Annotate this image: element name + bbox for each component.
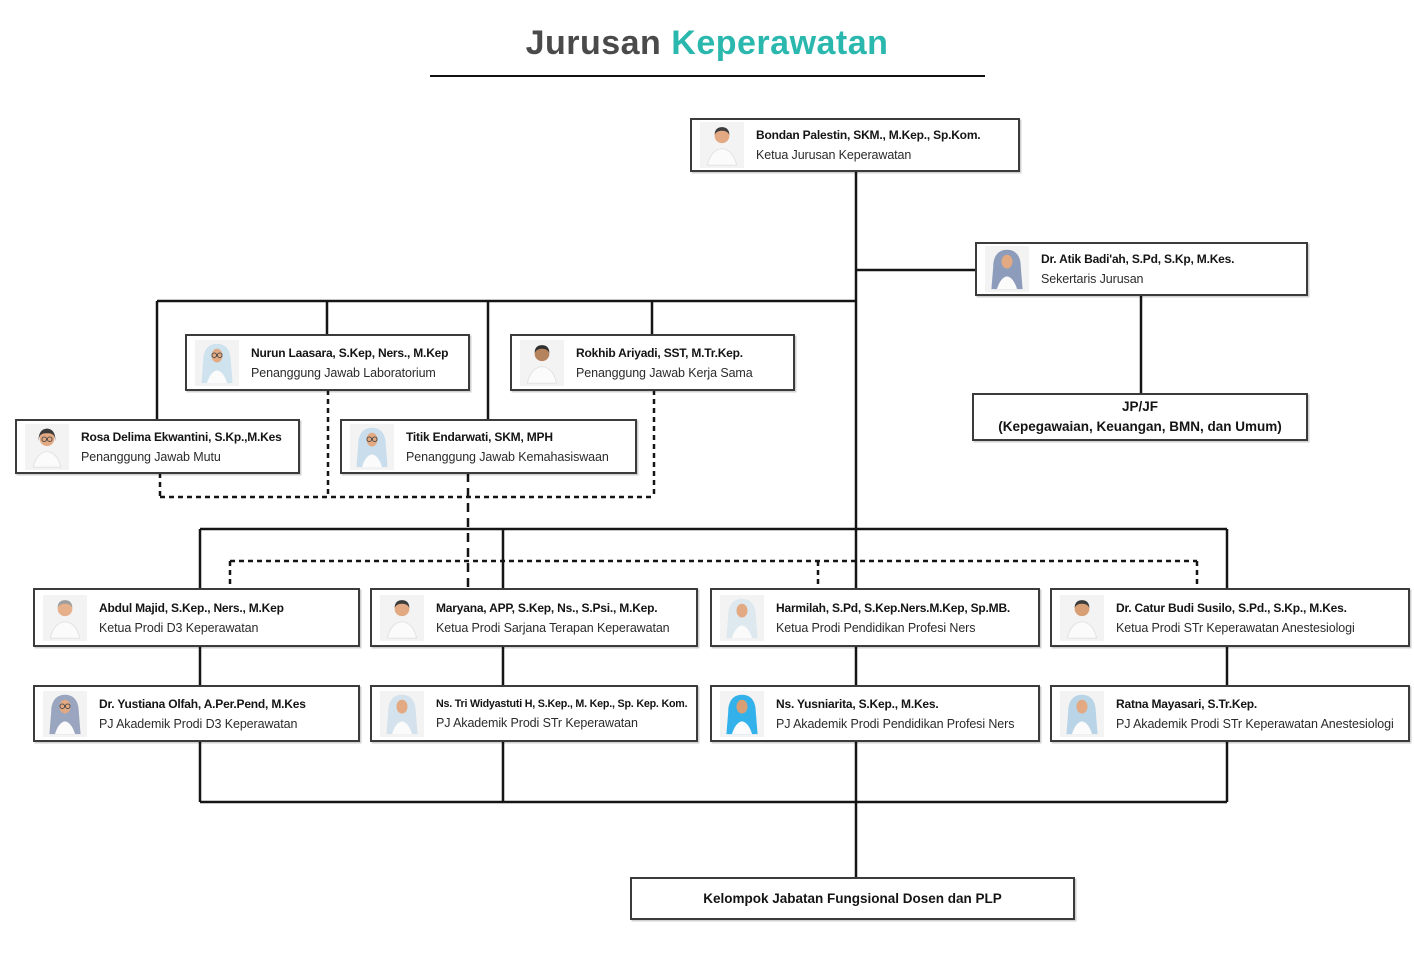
card-pj-laboratorium	[185, 334, 470, 391]
card-pj-akademik-d3	[33, 685, 360, 742]
card-pj-akademik-ners	[710, 685, 1040, 742]
card-kaprodi-sarjana	[370, 588, 698, 647]
person-role: Penanggung Jawab Kerja Sama	[576, 365, 753, 380]
card-pj-akademik-str	[370, 685, 698, 742]
person-photo	[195, 340, 239, 386]
person-role: Ketua Prodi STr Keperawatan Anestesiologi	[1116, 620, 1355, 635]
card-kaprodi-d3	[33, 588, 360, 647]
person-role: Ketua Jurusan Keperawatan	[756, 148, 912, 162]
person-name: Harmilah, S.Pd, S.Kep.Ners.M.Kep, Sp.MB.	[776, 600, 1011, 615]
box-kelompok-fungsional	[630, 877, 1075, 920]
card-sekretaris-jurusan	[975, 242, 1308, 296]
person-role: Ketua Prodi Sarjana Terapan Keperawatan	[436, 620, 670, 635]
person-name: Dr. Catur Budi Susilo, S.Pd., S.Kp., M.Kes.	[1116, 600, 1347, 615]
title-word-keperawatan: Keperawatan	[671, 24, 889, 62]
person-name: Bondan Palestin, SKM., M.Kep., Sp.Kom.	[756, 128, 981, 142]
jpjf-line2: (Kepegawaian, Keuangan, BMN, dan Umum)	[998, 419, 1282, 434]
person-name: Ratna Mayasari, S.Tr.Kep.	[1116, 696, 1258, 711]
person-role: Penanggung Jawab Kemahasiswaan	[406, 449, 609, 464]
person-role: Sekertaris Jurusan	[1041, 272, 1144, 286]
title-word-jurusan: Jurusan	[525, 24, 662, 62]
person-name: Maryana, APP, S.Kep, Ns., S.Psi., M.Kep.	[436, 600, 658, 615]
person-name: Dr. Yustiana Olfah, A.Per.Pend, M.Kes	[99, 696, 306, 711]
person-photo	[720, 691, 764, 737]
person-photo	[25, 424, 69, 470]
card-pj-kemahasiswaan	[340, 419, 637, 474]
person-name: Titik Endarwati, SKM, MPH	[406, 429, 553, 444]
person-name: Rokhib Ariyadi, SST, M.Tr.Kep.	[576, 345, 743, 360]
person-role: Penanggung Jawab Mutu	[81, 449, 221, 464]
person-photo	[985, 246, 1029, 292]
person-name: Rosa Delima Ekwantini, S.Kp.,M.Kes	[81, 429, 282, 444]
person-role: Ketua Prodi Pendidikan Profesi Ners	[776, 620, 976, 635]
card-pj-mutu	[15, 419, 300, 474]
person-photo	[700, 122, 744, 168]
person-photo	[350, 424, 394, 470]
person-photo	[380, 595, 424, 641]
person-photo	[43, 595, 87, 641]
card-pj-kerja-sama	[510, 334, 795, 391]
card-kaprodi-anestesiologi	[1050, 588, 1410, 647]
person-name: Abdul Majid, S.Kep., Ners., M.Kep	[99, 600, 284, 615]
person-photo	[520, 340, 564, 386]
person-role: PJ Akademik Prodi STr Keperawatan Anestesiologi	[1116, 716, 1394, 731]
jpjf-line1: JP/JF	[1121, 399, 1159, 415]
person-role: PJ Akademik Prodi D3 Keperawatan	[99, 716, 298, 731]
card-pj-akademik-anestesiologi	[1050, 685, 1410, 742]
person-role: Penanggung Jawab Laboratorium	[251, 365, 436, 380]
person-role: Ketua Prodi D3 Keperawatan	[99, 620, 259, 635]
card-kaprodi-ners	[710, 588, 1040, 647]
person-name: Ns. Tri Widyastuti H, S.Kep., M. Kep., Sp. Kep. Kom.	[436, 697, 688, 710]
box-jpjf	[972, 393, 1308, 441]
card-ketua-jurusan	[690, 118, 1020, 172]
person-role: PJ Akademik Prodi STr Keperawatan	[436, 715, 638, 730]
kelompok-label: Kelompok Jabatan Fungsional Dosen dan PLP	[703, 890, 1002, 906]
person-name: Dr. Atik Badi'ah, S.Pd, S.Kp, M.Kes.	[1041, 252, 1235, 266]
person-role: PJ Akademik Prodi Pendidikan Profesi Ners	[776, 716, 1015, 731]
person-name: Ns. Yusniarita, S.Kep., M.Kes.	[776, 696, 939, 711]
person-photo	[720, 595, 764, 641]
person-photo	[380, 691, 424, 737]
person-name: Nurun Laasara, S.Kep, Ners., M.Kep	[251, 345, 449, 360]
person-photo	[1060, 595, 1104, 641]
person-photo	[43, 691, 87, 737]
person-photo	[1060, 691, 1104, 737]
